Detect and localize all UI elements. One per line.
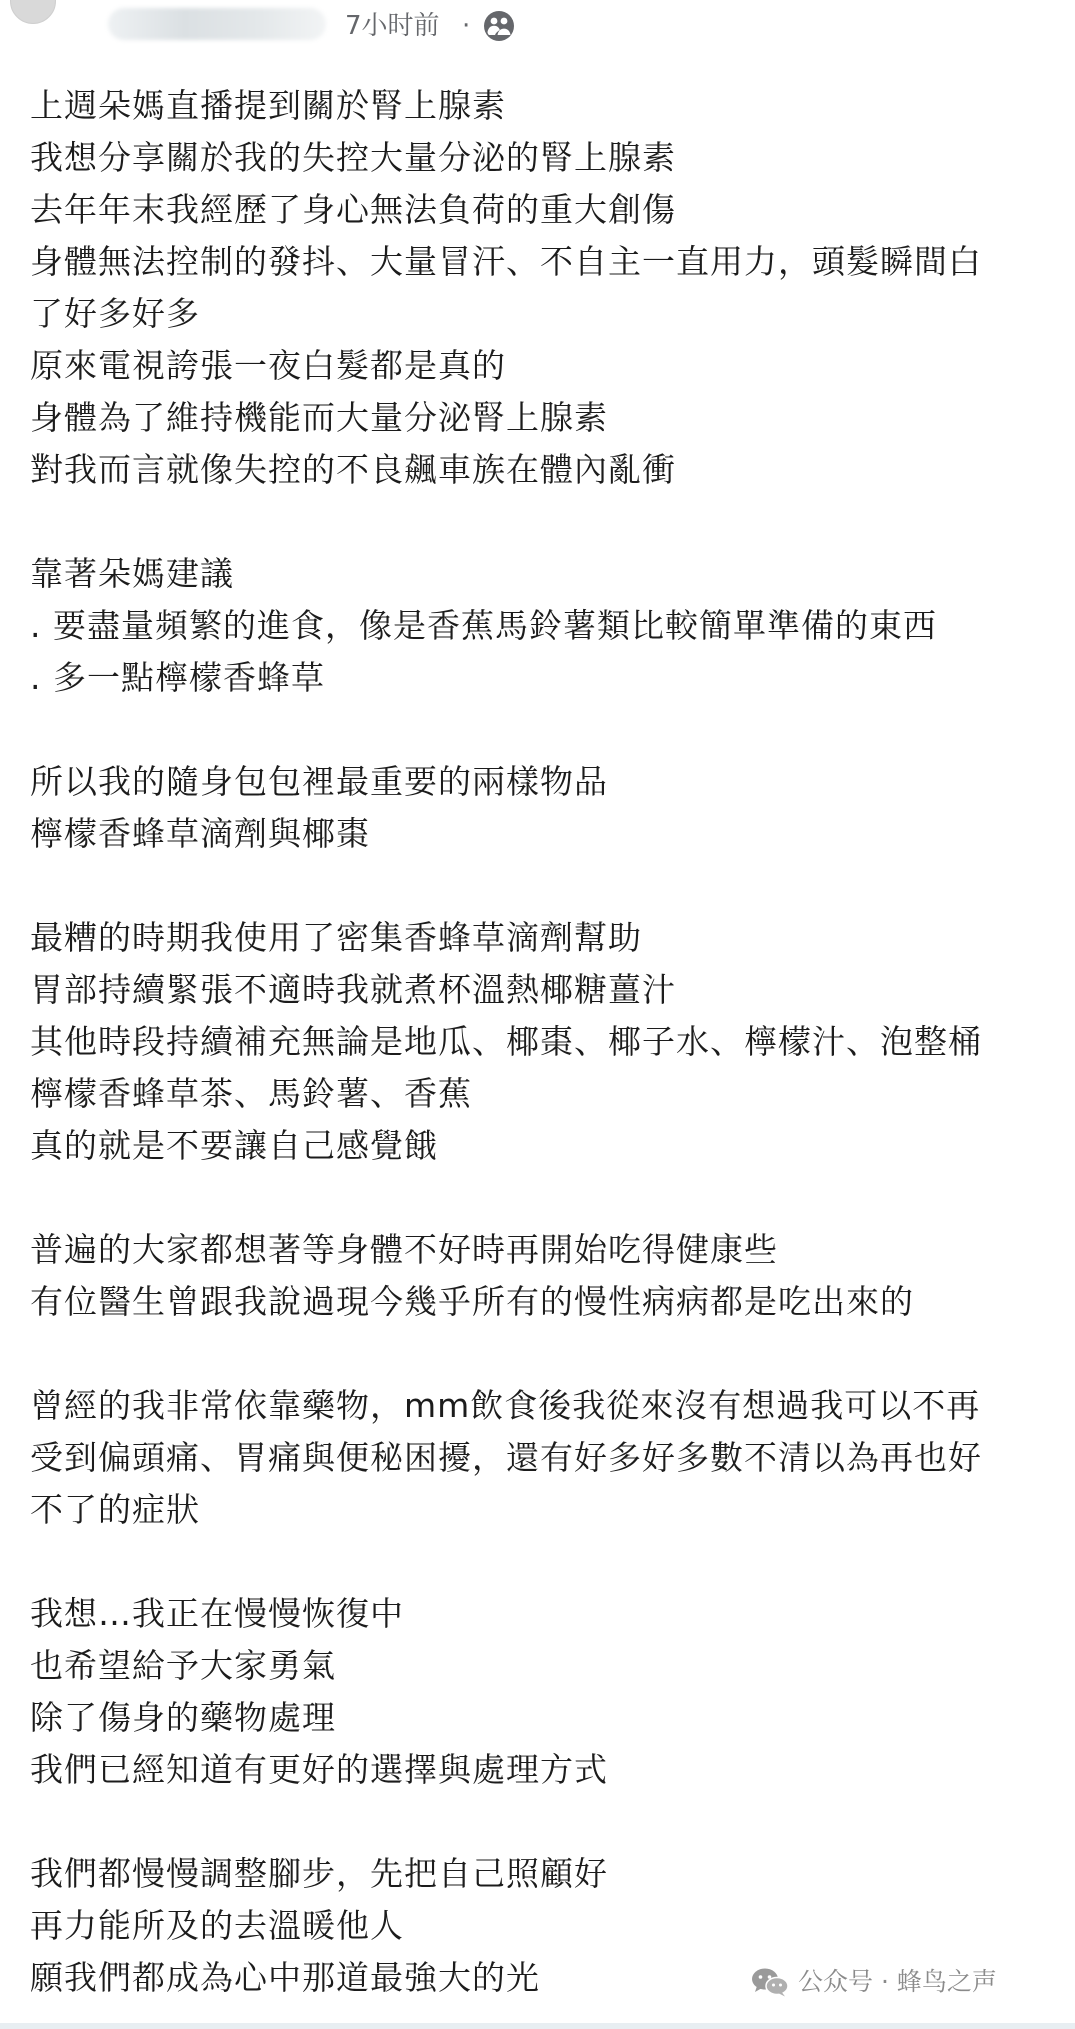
text-line: 不了的症狀 (30, 1490, 200, 1529)
post-timestamp[interactable]: 7小时前 (345, 11, 440, 41)
text-line: 願我們都成為心中那道最強大的光 (30, 1958, 540, 1997)
paragraph (30, 80, 1055, 496)
paragraph (30, 1380, 1055, 1536)
paragraph (30, 912, 1055, 1172)
text-line: 除了傷身的藥物處理 (30, 1698, 336, 1737)
text-line: 普遍的大家都想著等身體不好時再開始吃得健康些 (30, 1230, 778, 1269)
text-line: 真的就是不要讓自己感覺餓 (30, 1126, 438, 1165)
text-line: 我想分享關於我的失控大量分泌的腎上腺素 (30, 138, 676, 177)
friends-icon[interactable] (482, 9, 516, 43)
text-line: 上週朵媽直播提到關於腎上腺素 (30, 86, 506, 125)
author-name-redacted[interactable] (108, 8, 326, 40)
list-item: . 多一點檸檬香蜂草 (30, 658, 325, 697)
avatar[interactable] (10, 0, 56, 24)
text-line: 檸檬香蜂草滴劑與椰棗 (30, 814, 370, 853)
watermark (750, 1962, 997, 2002)
text-line: 所以我的隨身包包裡最重要的兩樣物品 (30, 762, 608, 801)
text-line: 對我而言就像失控的不良飆車族在體內亂衝 (30, 450, 676, 489)
text-line: 再力能所及的去溫暖他人 (30, 1906, 404, 1945)
text-line: 身體無法控制的發抖、大量冒汗、不自主一直用力，頭髮瞬間白 (30, 242, 982, 281)
text-line: 受到偏頭痛、胃痛與便秘困擾，還有好多好多數不清以為再也好 (30, 1438, 982, 1477)
text-line: 其他時段持續補充無論是地瓜、椰棗、椰子水、檸檬汁、泡整桶 (30, 1022, 982, 1061)
timestamp-separator: · (462, 11, 471, 41)
text-line: 也希望給予大家勇氣 (30, 1646, 336, 1685)
paragraph (30, 548, 1055, 704)
paragraph (30, 1588, 1055, 1796)
text-line: 有位醫生曾跟我說過現今幾乎所有的慢性病病都是吃出來的 (30, 1282, 914, 1321)
list-item: . 要盡量頻繁的進食，像是香蕉馬鈴薯類比較簡單準備的東西 (30, 606, 937, 645)
text-line: 最糟的時期我使用了密集香蜂草滴劑幫助 (30, 918, 642, 957)
text-line: 我想…我正在慢慢恢復中 (30, 1594, 404, 1633)
post-body (30, 80, 1055, 2004)
text-line: 曾經的我非常依靠藥物，mm飲食後我從來沒有想過我可以不再 (30, 1386, 981, 1425)
paragraph (30, 756, 1055, 860)
text-line: 胃部持續緊張不適時我就煮杯溫熱椰糖薑汁 (30, 970, 676, 1009)
bottom-divider (0, 2023, 1075, 2029)
text-line: 我們都慢慢調整腳步，先把自己照顧好 (30, 1854, 608, 1893)
text-line: 檸檬香蜂草茶、馬鈴薯、香蕉 (30, 1074, 472, 1113)
wechat-icon (750, 1966, 790, 1998)
text-line: 靠著朵媽建議 (30, 554, 234, 593)
text-line: 原來電視誇張一夜白髮都是真的 (30, 346, 506, 385)
watermark-text: 公众号 · 蜂鸟之声 (798, 1967, 997, 1996)
text-line: 我們已經知道有更好的選擇與處理方式 (30, 1750, 608, 1789)
text-line: 了好多好多 (30, 294, 200, 333)
post-header (0, 0, 1075, 60)
text-line: 去年年末我經歷了身心無法負荷的重大創傷 (30, 190, 676, 229)
text-line: 身體為了維持機能而大量分泌腎上腺素 (30, 398, 608, 437)
paragraph (30, 1224, 1055, 1328)
